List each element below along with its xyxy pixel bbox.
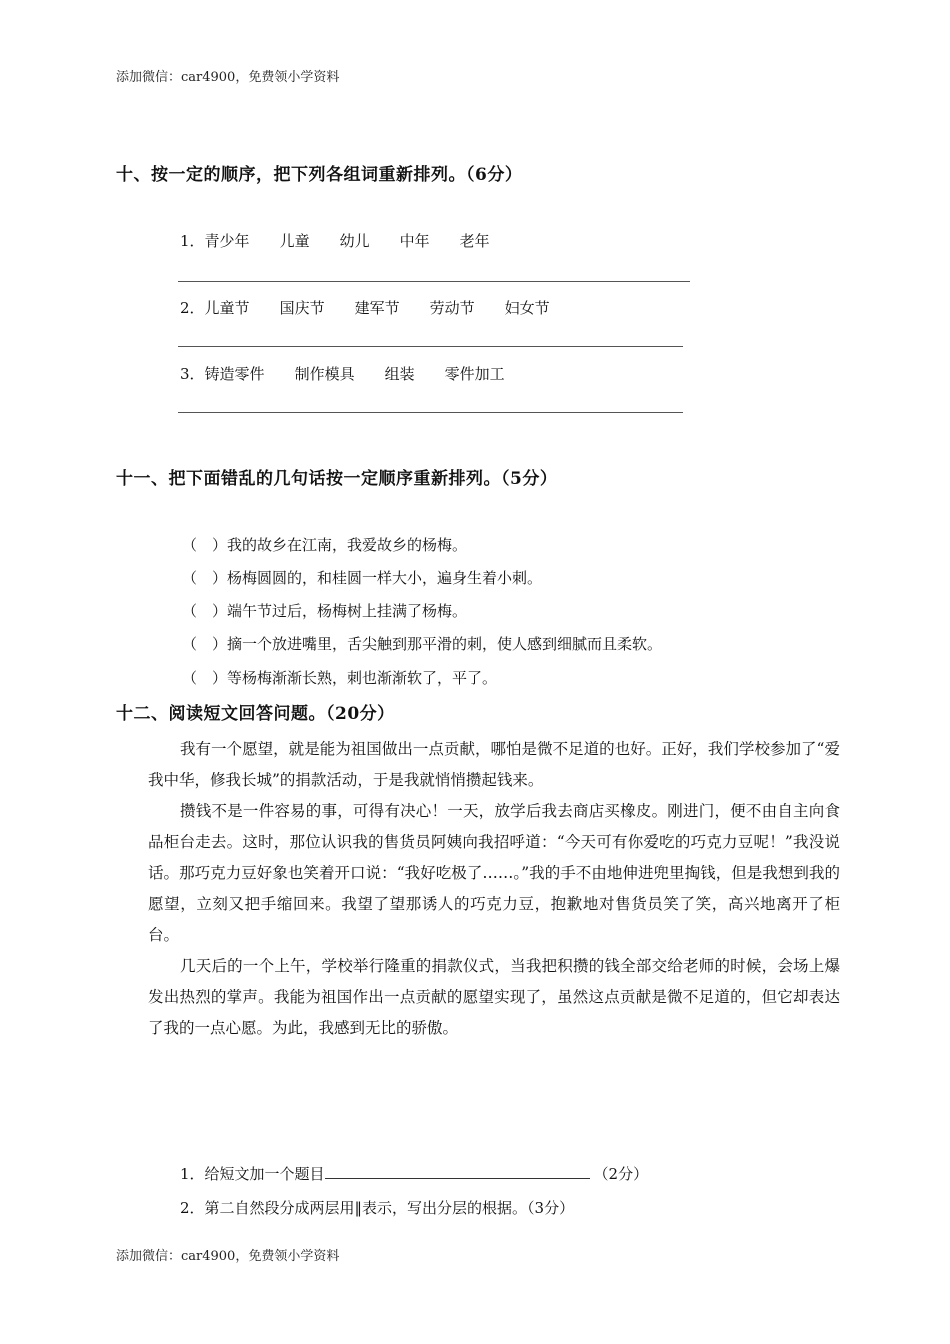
sentence-text: 等杨梅渐渐长熟，刺也渐渐软了，平了。 bbox=[227, 669, 498, 687]
group-number: 2． bbox=[180, 299, 205, 317]
question-1 bbox=[180, 1163, 648, 1184]
sentence-row bbox=[182, 633, 662, 654]
word: 铸造零件 bbox=[204, 365, 265, 383]
answer-line-3[interactable] bbox=[178, 412, 683, 413]
word: 老年 bbox=[459, 232, 490, 250]
word: 青少年 bbox=[204, 232, 250, 250]
order-bracket[interactable]: （ ） bbox=[182, 669, 228, 687]
word-group-2 bbox=[180, 297, 580, 318]
sentence-text: 我的故乡在江南，我爱故乡的杨梅。 bbox=[227, 536, 468, 554]
sentence-row bbox=[182, 667, 497, 688]
word-group-1 bbox=[180, 230, 520, 251]
passage-paragraph-3: 几天后的一个上午，学校举行隆重的捐款仪式，当我把积攒的钱全部交给老师的时候，会场上爆发出热烈的掌声。我能为祖国作出一点贡献的愿望实现了，虽然这点贡献是微不足道的，但它却表达了我的一点心愿。为此，我感到无比的骄傲。 bbox=[148, 957, 840, 1037]
section-10-title: 十、按一定的顺序，把下列各组词重新排列。（6分） bbox=[116, 165, 523, 185]
answer-line-2[interactable] bbox=[178, 346, 683, 347]
word: 儿童节 bbox=[204, 299, 250, 317]
sentence-text: 端午节过后，杨梅树上挂满了杨梅。 bbox=[227, 602, 468, 620]
word: 建军节 bbox=[354, 299, 400, 317]
word: 儿童 bbox=[279, 232, 310, 250]
order-bracket[interactable]: （ ） bbox=[182, 536, 228, 554]
sentence-row bbox=[182, 600, 467, 621]
word: 组装 bbox=[384, 365, 415, 383]
sentence-row bbox=[182, 534, 467, 555]
section-12-title: 十二、阅读短文回答问题。（20分） bbox=[116, 704, 395, 724]
passage-paragraph-2: 攒钱不是一件容易的事，可得有决心！一天，放学后我去商店买橡皮。刚进门，便不由自主向食品柜台走去。这时，那位认识我的售货员阿姨向我招呼道：“今天可有你爱吃的巧克力豆呢！”我没说话。那巧克力豆好象也笑着开口说：“我好吃极了……。”我的手不由地伸进兜里掏钱，但是我想到我的愿望，立刻又把手缩回来。我望了望那诱人的巧克力豆，抱歉地对售货员笑了笑，高兴地离开了柜台。 bbox=[148, 802, 840, 944]
answer-line-1[interactable] bbox=[178, 281, 690, 282]
word: 制作模具 bbox=[294, 365, 355, 383]
question-1-text: 1．给短文加一个题目 bbox=[180, 1165, 325, 1183]
section-11-title: 十一、把下面错乱的几句话按一定顺序重新排列。（5分） bbox=[116, 469, 558, 489]
passage-paragraph-1: 我有一个愿望，就是能为祖国做出一点贡献，哪怕是微不足道的也好。正好，我们学校参加了“爱我中华，修我长城”的捐款活动，于是我就悄悄攒起钱来。 bbox=[148, 740, 840, 789]
word: 幼儿 bbox=[339, 232, 370, 250]
order-bracket[interactable]: （ ） bbox=[182, 635, 228, 653]
order-bracket[interactable]: （ ） bbox=[182, 602, 228, 620]
question-1-score: （2分） bbox=[593, 1165, 649, 1183]
word: 中年 bbox=[399, 232, 430, 250]
word: 国庆节 bbox=[279, 299, 325, 317]
group-number: 1． bbox=[180, 232, 205, 250]
group-number: 3． bbox=[180, 365, 205, 383]
sentence-text: 杨梅圆圆的，和桂圆一样大小，遍身生着小刺。 bbox=[227, 569, 543, 587]
header-note: 添加微信：car4900，免费领小学资料 bbox=[116, 70, 340, 85]
question-2: 2．第二自然段分成两层用‖表示，写出分层的根据。（3分） bbox=[180, 1199, 575, 1217]
word: 劳动节 bbox=[429, 299, 475, 317]
sentence-text: 摘一个放进嘴里，舌尖触到那平滑的刺，使人感到细腻而且柔软。 bbox=[227, 635, 663, 653]
footer-note: 添加微信：car4900，免费领小学资料 bbox=[116, 1249, 340, 1264]
word: 妇女节 bbox=[504, 299, 550, 317]
word-group-3 bbox=[180, 363, 535, 384]
reading-passage bbox=[148, 734, 840, 1044]
order-bracket[interactable]: （ ） bbox=[182, 569, 228, 587]
title-answer-blank[interactable] bbox=[325, 1164, 590, 1179]
word: 零件加工 bbox=[444, 365, 505, 383]
sentence-row bbox=[182, 567, 542, 588]
